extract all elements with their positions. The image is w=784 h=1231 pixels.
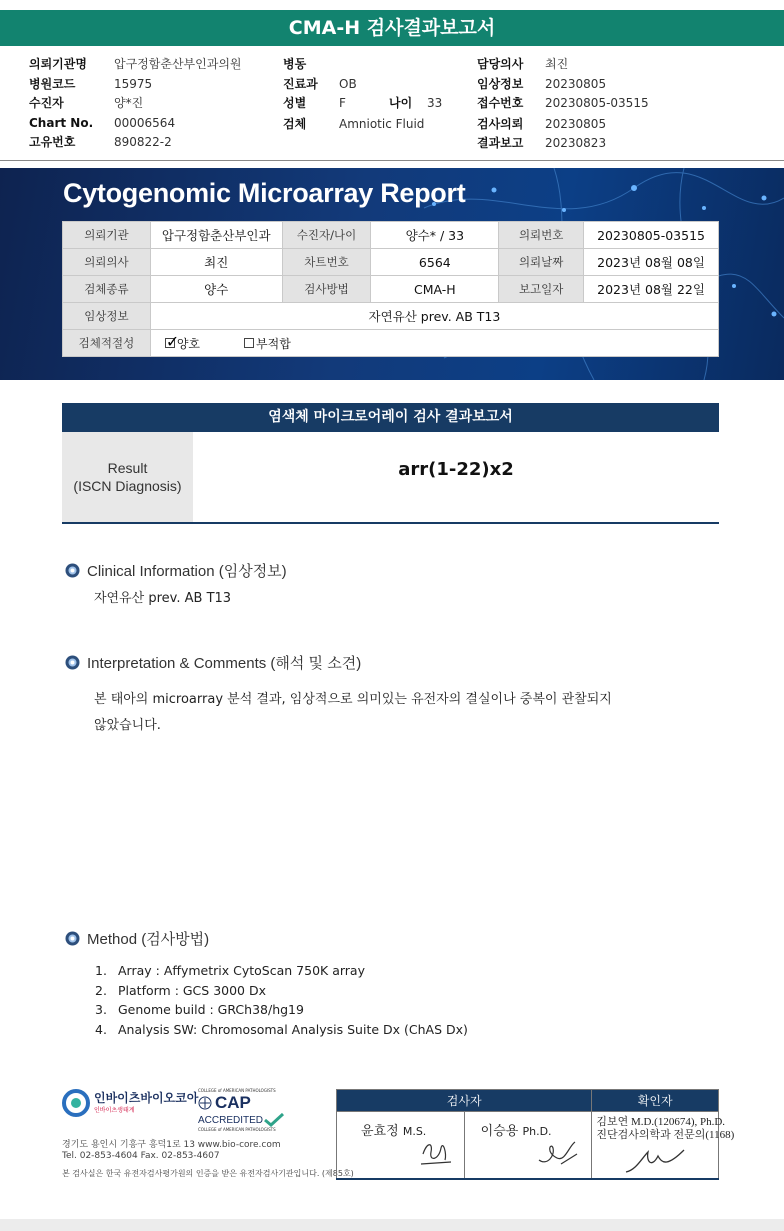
info-row-adequacy xyxy=(63,330,719,357)
method-item xyxy=(95,1020,468,1040)
section-bullet-icon xyxy=(64,562,81,579)
interpretation-line: 않았습니다. xyxy=(94,718,161,733)
interpretation-line: 본 태아의 microarray 분석 결과, 임상적으로 의미있는 유전자의 결실이나 중복이 관찰되지 xyxy=(94,692,612,707)
meta-label: 고유번호 xyxy=(29,135,76,149)
meta-label: 접수번호 xyxy=(477,96,524,110)
method-item xyxy=(95,1000,468,1020)
info-label: 임상정보 xyxy=(63,303,151,330)
method-item xyxy=(95,961,468,981)
company-logo-icon xyxy=(62,1089,90,1117)
tester1-signature xyxy=(417,1134,457,1170)
method-item-number: 1. xyxy=(95,963,107,978)
cap-accredited-logo xyxy=(198,1088,288,1132)
section-title-text: Clinical Information (임상정보) xyxy=(87,563,287,580)
report-title: CMA-H 검사결과보고서 xyxy=(0,10,784,46)
info-value: 양수 xyxy=(150,276,282,303)
meta-value: 15975 xyxy=(114,76,153,91)
meta-value: 20230823 xyxy=(545,136,607,150)
method-heading xyxy=(64,928,209,949)
info-row xyxy=(63,276,719,303)
signature-row xyxy=(337,1112,719,1179)
confirmer-cell xyxy=(592,1112,735,1179)
meta-label: 성별 xyxy=(283,96,307,110)
company-address: 경기도 용인시 기흥구 흥덕1로 13 www.bio-core.com xyxy=(62,1140,281,1150)
meta-value: 압구정함춘산부인과의원 xyxy=(114,57,242,71)
method-item-text: Platform : GCS 3000 Dx xyxy=(118,982,267,998)
meta-label: 검사의뢰 xyxy=(477,116,524,131)
tester1-title: M.S. xyxy=(402,1125,427,1138)
meta-label: 결과보고 xyxy=(477,136,524,150)
info-label: 차트번호 xyxy=(282,249,371,276)
meta-row-ward xyxy=(283,55,442,75)
info-value: 2023년 08월 22일 xyxy=(584,276,719,303)
info-value: 최진 xyxy=(150,249,282,276)
result-value: arr(1-22)x2 xyxy=(398,458,514,480)
info-value: 20230805-03515 xyxy=(584,222,719,249)
section-title-text: Interpretation & Comments (해석 및 소견) xyxy=(87,655,362,672)
clinical-info-value: 자연유산 prev. AB T13 xyxy=(150,303,718,330)
cap-emblem-icon xyxy=(198,1096,212,1110)
clinical-info-body: 자연유산 prev. AB T13 xyxy=(94,591,232,606)
info-value: CMA-H xyxy=(371,276,499,303)
section-title-text: Method (검사방법) xyxy=(87,931,210,948)
meta-row-request xyxy=(477,115,649,135)
meta-row-clinical xyxy=(477,75,649,95)
adequacy-bad-checkbox[interactable] xyxy=(244,335,291,352)
method-item-text: Genome build : GRCh38/hg19 xyxy=(118,1002,304,1018)
tester2-signature xyxy=(535,1136,583,1170)
tester-header: 검사자 xyxy=(337,1090,592,1112)
info-label: 의뢰기관 xyxy=(63,222,151,249)
info-label: 수진자/나이 xyxy=(282,222,371,249)
meta-label: 수진자 xyxy=(29,96,64,110)
meta-label: 병동 xyxy=(283,57,307,71)
meta-row-hospital-code xyxy=(29,75,242,95)
company-contact: Tel. 02-853-4604 Fax. 02-853-4607 xyxy=(62,1151,220,1161)
meta-label: 담당의사 xyxy=(477,57,524,71)
meta-label: 의뢰기관명 xyxy=(29,57,87,71)
meta-row-receipt-no xyxy=(477,94,649,114)
section-bullet-icon xyxy=(64,654,81,671)
meta-label: 검체 xyxy=(283,116,307,131)
meta-row-doctor xyxy=(477,55,649,75)
meta-value: 20230805 xyxy=(545,116,607,131)
result-section-title: 염색체 마이크로어레이 검사 결과보고서 xyxy=(62,403,719,432)
checkbox-checked-icon: ✓ xyxy=(165,332,180,351)
tester2-title: Ph.D. xyxy=(522,1125,552,1138)
confirmer-signature xyxy=(622,1146,692,1176)
cap-accredited-text: ACCREDITED xyxy=(198,1114,264,1126)
info-label: 검체종류 xyxy=(63,276,151,303)
checkbox-empty-icon xyxy=(244,338,254,348)
signature-table xyxy=(336,1089,735,1180)
info-value: 양수* / 33 xyxy=(371,222,499,249)
method-item-number: 4. xyxy=(95,1021,107,1037)
meta-row-hospital xyxy=(29,55,242,75)
interpretation-heading xyxy=(64,652,361,673)
cap-text: CAP xyxy=(215,1093,251,1112)
checkbox-label: 부적합 xyxy=(256,336,291,351)
meta-label: 진료과 xyxy=(283,76,318,91)
company-subname: 인바이츠생태계 xyxy=(94,1107,135,1114)
info-label: 검사방법 xyxy=(282,276,371,303)
info-value: 압구정함춘산부인과 xyxy=(150,222,282,249)
result-label-line2: (ISCN Diagnosis) xyxy=(73,478,182,494)
method-item-text: Analysis SW: Chromosomal Analysis Suite Dx (ChAS Dx) xyxy=(118,1021,468,1037)
meta-value: 890822-2 xyxy=(114,135,172,149)
page-bottom-strip xyxy=(0,1219,784,1231)
tester1-cell xyxy=(337,1112,465,1179)
meta-label: Chart No. xyxy=(29,115,94,130)
info-label: 의뢰번호 xyxy=(499,222,584,249)
info-label: 의뢰날짜 xyxy=(499,249,584,276)
clinical-info-heading xyxy=(64,560,287,581)
checkbox-label: 양호 xyxy=(176,336,201,351)
meta-label: 임상정보 xyxy=(477,76,524,91)
info-row-clinical xyxy=(63,303,719,330)
accreditation-notice: 본 검사실은 한국 유전자검사평가원의 인증을 받은 유전자검사기관입니다. (제85호) xyxy=(62,1169,354,1178)
method-item-text: Array : Affymetrix CytoScan 750K array xyxy=(118,963,365,978)
meta-value: OB xyxy=(339,76,357,91)
header-meta-col1 xyxy=(29,55,242,153)
meta-row-department xyxy=(283,75,442,95)
method-item-number: 3. xyxy=(95,1002,107,1018)
result-label-line1: Result xyxy=(107,460,148,476)
meta-row-sex-age xyxy=(283,94,442,114)
info-row xyxy=(63,222,719,249)
meta-row-unique-no xyxy=(29,133,242,153)
signature-header-row xyxy=(337,1090,719,1112)
info-label: 검체적절성 xyxy=(63,330,151,357)
info-value: 6564 xyxy=(371,249,499,276)
meta-value: 00006564 xyxy=(114,115,176,130)
result-label xyxy=(62,432,193,522)
tester2-cell xyxy=(464,1112,592,1179)
patient-info-table xyxy=(62,221,719,357)
adequacy-good-checkbox[interactable] xyxy=(165,332,201,352)
confirmer-line1: 김보연 M.D.(120674), Ph.D. xyxy=(596,1116,726,1128)
meta-row-specimen xyxy=(283,115,442,135)
checkmark-icon xyxy=(263,1113,285,1127)
company-logo xyxy=(62,1089,198,1117)
result-box xyxy=(62,432,719,524)
meta-label: 병원코드 xyxy=(29,76,76,91)
cap-top-text: COLLEGE of AMERICAN PATHOLOGISTS xyxy=(198,1088,276,1093)
adequacy-options xyxy=(150,330,718,357)
header-meta-col2 xyxy=(283,55,442,134)
method-list xyxy=(95,961,468,1039)
info-row xyxy=(63,249,719,276)
info-label: 의뢰의사 xyxy=(63,249,151,276)
method-item xyxy=(95,981,468,1001)
method-item-number: 2. xyxy=(95,982,107,998)
meta-row-patient xyxy=(29,94,242,114)
meta-value: 33 xyxy=(427,96,443,110)
section-bullet-icon xyxy=(64,930,81,947)
interpretation-body xyxy=(94,687,612,739)
info-value: 2023년 08월 08일 xyxy=(584,249,719,276)
meta-row-report xyxy=(477,134,649,154)
meta-value: 20230805 xyxy=(545,76,607,91)
company-name: 인바이츠바이오코아 xyxy=(94,1091,199,1105)
meta-value: F xyxy=(339,96,346,110)
meta-value: 최진 xyxy=(545,57,569,71)
header-divider xyxy=(0,160,784,161)
confirmer-identity xyxy=(596,1116,734,1142)
confirmer-line2: 진단검사의학과 전문의(1168) xyxy=(596,1129,735,1141)
meta-value: 양*진 xyxy=(114,96,144,110)
header-meta-col3 xyxy=(477,55,649,154)
meta-label: 나이 xyxy=(389,96,413,110)
confirmer-header: 확인자 xyxy=(592,1090,719,1112)
banner-title: Cytogenomic Microarray Report xyxy=(63,178,466,208)
tester2-name: 이승용 xyxy=(480,1124,519,1139)
meta-value: Amniotic Fluid xyxy=(339,116,425,131)
meta-row-chart-no xyxy=(29,114,242,134)
cap-bottom-text: COLLEGE of AMERICAN PATHOLOGISTS xyxy=(198,1127,276,1132)
info-label: 보고일자 xyxy=(499,276,584,303)
tester1-name: 윤효정 xyxy=(361,1124,399,1139)
meta-value: 20230805-03515 xyxy=(545,96,649,110)
